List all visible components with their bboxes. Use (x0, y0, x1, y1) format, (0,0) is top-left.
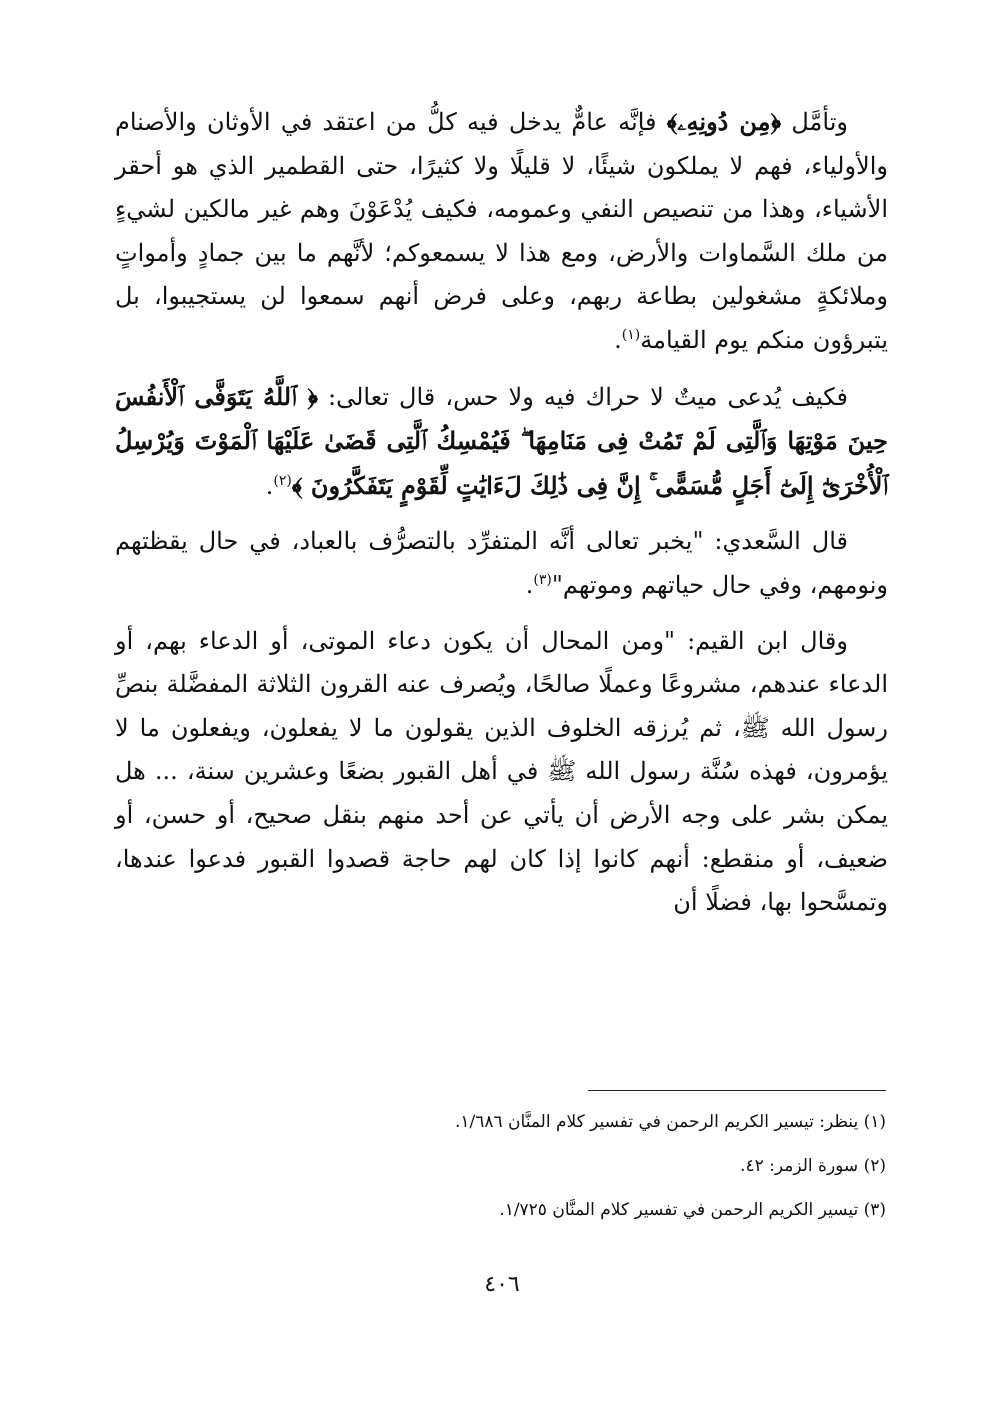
paragraph-2: فكيف يُدعى ميتٌ لا حراك فيه ولا حس، قال تعالى: ﴿ ٱللَّهُ يَتَوَفَّى ٱلْأَنفُسَ حِينَ مَوْتِهَا وَٱلَّتِى لَمْ تَمُتْ فِى مَنَامِهَا ۖ فَيُمْسِكُ ٱلَّتِى قَضَىٰ عَلَيْهَا ٱلْمَوْتَ وَيُرْسِلُ ٱلْأُخْرَىٰٓ إِلَىٰٓ أَجَلٍ مُّسَمًّى ۚ إِنَّ فِى ذَٰلِكَ لَءَايَٰتٍ لِّقَوْمٍ يَتَفَكَّرُونَ ﴾$^{(٢)}$. (115, 381, 888, 500)
paragraph-4: وقال ابن القيم: "ومن المحال أن يكون دعاء الموتى، أو الدعاء بهم، أو الدعاء عندهم، مشروعًا وعملًا صالحًا، ويُصرف عنه القرون الثلاثة المفضَّلة بنصِّ رسول الله ﷺ، ثم يُرزقه الخلوف الذين يقولون ما لا يفعلون، ويفعلون ما لا يؤمرون، فهذه سُنَّة رسول الله ﷺ في أهل القبور بضعًا وعشرين سنة، ... هل يمكن بشر على وجه الأرض أن يأتي عن أحد منهم بنقل صحيح، أو حسن، أو ضعيف، أو منقطع: أنهم كانوا إذا كان لهم حاجة قصدوا القبور فدعوا عندها، وتمسَّحوا بها، فضلًا أن (115, 626, 888, 917)
footnote-ref-3[interactable]: (٣) (533, 571, 552, 588)
footnote-divider (588, 1090, 886, 1091)
footnotes (113, 1100, 886, 1232)
paragraph-3: قال السَّعدي: "يخبر تعالى أنَّه المتفرِّد بالتصرُّف بالعباد، في حال يقظتهم ونومهم، وفي حال حياتهم وموتهم"$^{(٣)}$. (115, 527, 888, 599)
main-text (115, 100, 888, 937)
page-number: ٤٠٦ (484, 1272, 520, 1297)
footnote-ref-2[interactable]: (٢) (273, 472, 292, 489)
footnote-ref-1[interactable]: (١) (621, 326, 641, 343)
quran-quote: ﴿ ٱللَّهُ يَتَوَفَّى ٱلْأَنفُسَ حِينَ مَوْتِهَا وَٱلَّتِى لَمْ تَمُتْ فِى مَنَامِهَا ۖ فَيُمْسِكُ ٱلَّتِى قَضَىٰ عَلَيْهَا ٱلْمَوْتَ وَيُرْسِلُ ٱلْأُخْرَىٰٓ إِلَىٰٓ أَجَلٍ مُّسَمًّى ۚ إِنَّ فِى ذَٰلِكَ لَءَايَٰتٍ لِّقَوْمٍ يَتَفَكَّرُونَ ﴾ (115, 381, 888, 500)
quran-quote: ﴿مِن دُونِهِۦ﴾ (666, 107, 782, 136)
footnote-1: (١) ينظر: تيسير الكريم الرحمن في تفسير كلام المنَّان ١/٦٨٦. (454, 1112, 886, 1132)
footnote-2: (٢) سورة الزمر: ٤٢. (740, 1156, 886, 1176)
footnote-3: (٣) تيسير الكريم الرحمن في تفسير كلام المنَّان ١/٧٢٥. (499, 1200, 886, 1220)
paragraph-1: وتأمَّل ﴿مِن دُونِهِۦ﴾ فإنَّه عامٌّ يدخل فيه كلُّ من اعتقد في الأوثان والأصنام والأولياء، فهم لا يملكون شيئًا، لا قليلًا ولا كثيرًا، حتى القطمير الذي هو أحقر الأشياء، وهذا من تنصيص النفي وعمومه، فكيف يُدْعَوْنَ وهم غير مالكين لشيءٍ من ملك السَّماوات والأرض، ومع هذا لا يسمعوكم؛ لأنَّهم ما بين جمادٍ وأمواتٍ وملائكةٍ مشغولين بطاعة ربهم، وعلى فرض أنهم سمعوا لن يستجيبوا، بل يتبرؤون منكم يوم القيامة$^{(١)}$. (115, 107, 888, 354)
